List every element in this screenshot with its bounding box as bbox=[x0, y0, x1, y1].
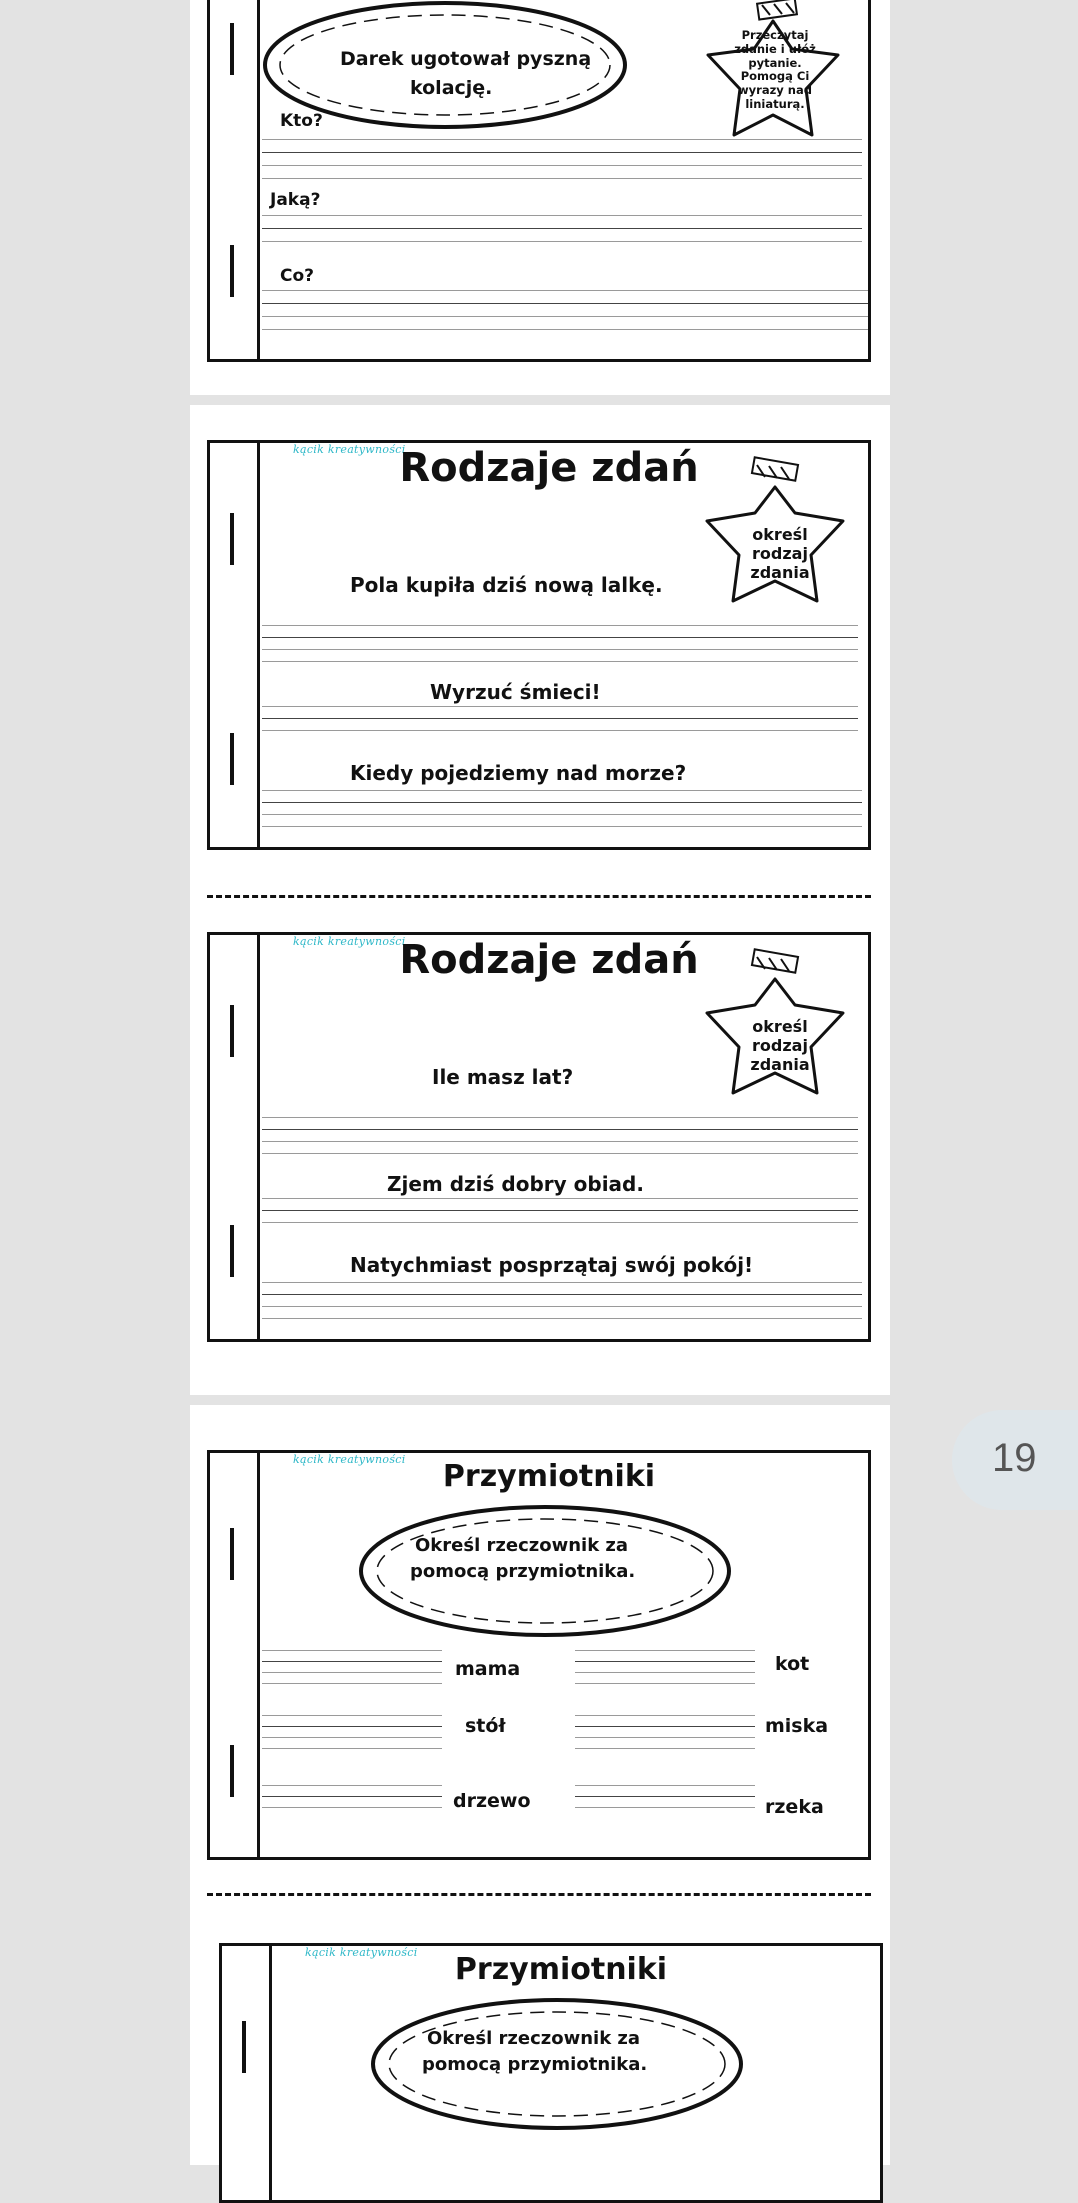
binder-mark bbox=[230, 513, 234, 565]
noun-word: drzewo bbox=[453, 1790, 531, 1812]
noun-word: rzeka bbox=[765, 1796, 824, 1818]
brand-logo: kącik kreatywności bbox=[305, 1946, 418, 1959]
sentence-2: Zjem dziś dobry obiad. bbox=[387, 1172, 644, 1196]
writing-lines bbox=[262, 215, 862, 254]
sentence-line-2: kolację. bbox=[410, 77, 493, 99]
writing-lines bbox=[262, 790, 862, 838]
binder-mark bbox=[230, 1528, 234, 1580]
sentence-types-card bbox=[207, 932, 871, 1342]
instruction-line-1: Określ rzeczownik za bbox=[427, 2028, 641, 2049]
question-what-kind: Jaką? bbox=[270, 190, 321, 210]
writing-lines bbox=[262, 706, 858, 742]
brand-logo: kącik kreatywności bbox=[293, 935, 406, 948]
card-title: Przymiotniki bbox=[442, 1459, 656, 1494]
card-title: Rodzaje zdań bbox=[399, 445, 699, 491]
cut-line bbox=[207, 895, 871, 898]
worksheet-page bbox=[190, 0, 890, 395]
binder-mark bbox=[230, 1745, 234, 1797]
binder-strip bbox=[210, 1453, 260, 1857]
brand-logo: kącik kreatywności bbox=[293, 1453, 406, 1466]
star-instruction: określ rodzaj zdania bbox=[750, 1017, 810, 1075]
worksheet-page bbox=[190, 1405, 890, 2165]
binder-mark bbox=[242, 2021, 246, 2073]
instruction-line-2: pomocą przymiotnika. bbox=[410, 1561, 636, 1582]
card-title: Przymiotniki bbox=[454, 1952, 668, 1987]
noun-word: stół bbox=[465, 1715, 506, 1737]
writing-lines bbox=[262, 139, 862, 191]
question-card bbox=[207, 0, 871, 362]
adjectives-card bbox=[219, 1943, 883, 2203]
answer-lines bbox=[262, 1785, 442, 1818]
writing-lines bbox=[262, 625, 858, 673]
answer-lines bbox=[575, 1785, 755, 1818]
star-instruction: Przeczytaj zdanie i ułóż pytanie. Pomogą Ci wyrazy nad liniaturą. bbox=[734, 28, 816, 111]
writing-lines bbox=[262, 1117, 858, 1165]
binder-mark bbox=[230, 1225, 234, 1277]
question-what: Co? bbox=[280, 266, 315, 286]
binder-mark bbox=[230, 245, 234, 297]
cut-line bbox=[207, 1893, 871, 1896]
sentence-types-card bbox=[207, 440, 871, 850]
adjectives-card bbox=[207, 1450, 871, 1860]
star-instruction: określ rodzaj zdania bbox=[750, 525, 810, 583]
noun-word: mama bbox=[455, 1658, 521, 1680]
binder-strip bbox=[210, 935, 260, 1339]
page-number: 19 bbox=[992, 1436, 1037, 1480]
sentence-3: Natychmiast posprzątaj swój pokój! bbox=[350, 1253, 754, 1277]
binder-strip bbox=[210, 443, 260, 847]
binder-strip bbox=[210, 0, 260, 359]
writing-lines bbox=[262, 1282, 862, 1330]
binder-mark bbox=[230, 1005, 234, 1057]
sentence-1: Ile masz lat? bbox=[432, 1065, 574, 1089]
question-who: Kto? bbox=[280, 111, 323, 131]
writing-lines bbox=[262, 1198, 858, 1234]
page-number-badge[interactable] bbox=[952, 1410, 1078, 1510]
answer-lines bbox=[262, 1650, 442, 1694]
sentence-3: Kiedy pojedziemy nad morze? bbox=[350, 761, 687, 785]
sentence-1: Pola kupiła dziś nową lalkę. bbox=[350, 573, 663, 597]
writing-lines bbox=[262, 290, 868, 342]
worksheet-page bbox=[190, 405, 890, 1395]
noun-word: miska bbox=[765, 1715, 829, 1737]
instruction-line-2: pomocą przymiotnika. bbox=[422, 2054, 648, 2075]
card-title: Rodzaje zdań bbox=[399, 937, 699, 983]
answer-lines bbox=[575, 1715, 755, 1759]
answer-lines bbox=[575, 1650, 755, 1694]
answer-lines bbox=[262, 1715, 442, 1759]
sentence-2: Wyrzuć śmieci! bbox=[430, 680, 601, 704]
instruction-line-1: Określ rzeczownik za bbox=[415, 1535, 629, 1556]
sentence-line-1: Darek ugotował pyszną bbox=[340, 48, 592, 70]
binder-mark bbox=[230, 733, 234, 785]
brand-logo: kącik kreatywności bbox=[293, 443, 406, 456]
noun-word: kot bbox=[775, 1653, 810, 1675]
binder-mark bbox=[230, 23, 234, 75]
